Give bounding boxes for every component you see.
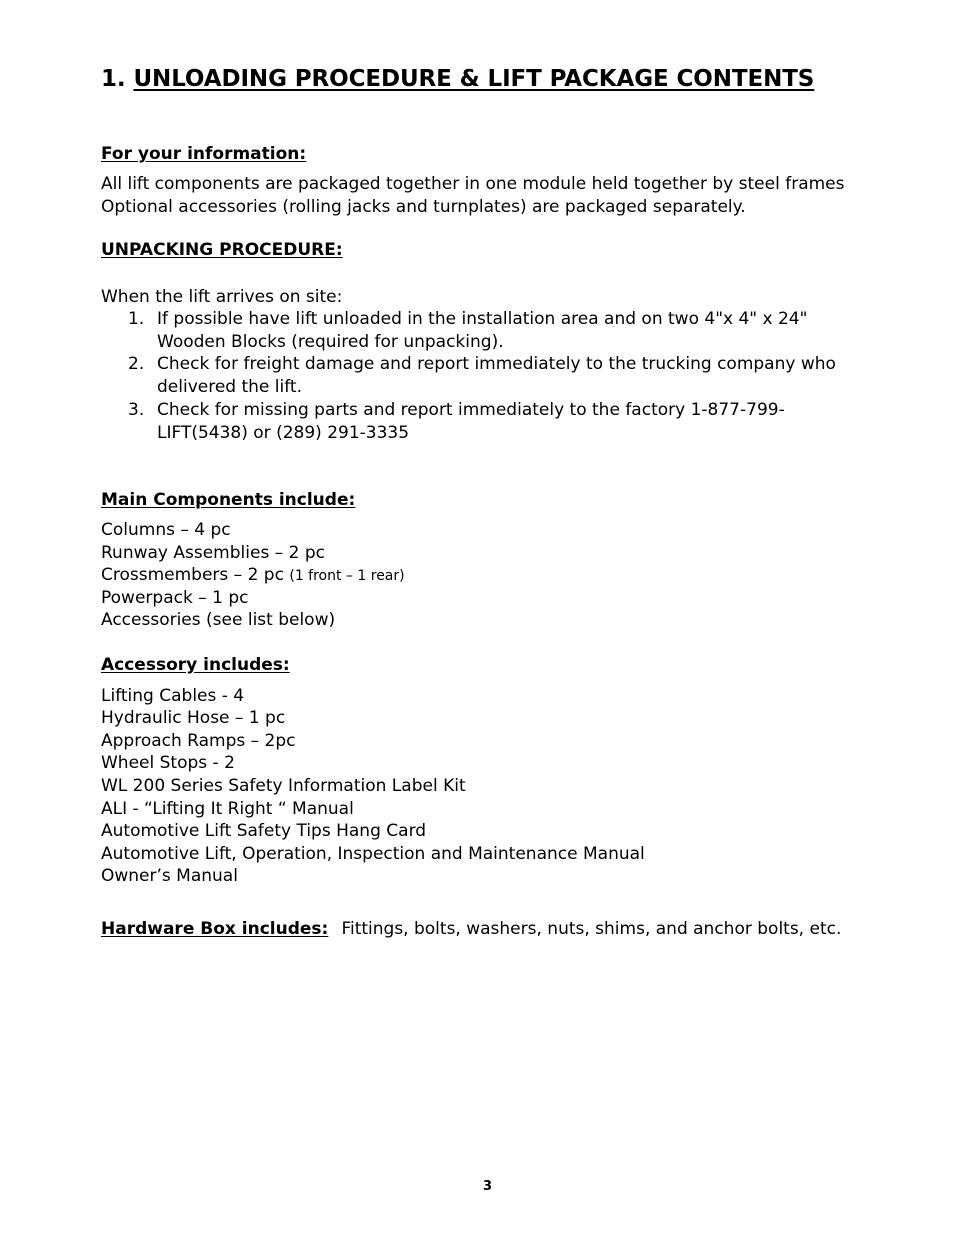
list-item: Automotive Lift, Operation, Inspection and Maintenance Manual [101, 844, 645, 864]
list-item: Automotive Lift Safety Tips Hang Card [101, 821, 427, 841]
component-text: Accessories (see list below) [101, 610, 336, 630]
info-heading: For your information: [101, 144, 307, 164]
step-text: Check for freight damage and report immediately to the trucking company who delivered the lift. [157, 354, 836, 397]
hardware-line [101, 918, 841, 941]
component-note: (1 front – 1 rear) [289, 568, 405, 584]
list-item: Lifting Cables - 4 [101, 686, 245, 706]
info-line: Optional accessories (rolling jacks and turnplates) are packaged separately. [101, 197, 746, 217]
list-item [101, 587, 248, 610]
component-text: Columns – 4 pc [101, 520, 231, 540]
component-text: Runway Assemblies – 2 pc [101, 543, 325, 563]
step-number: 3. [128, 400, 145, 420]
list-item: Owner’s Manual [101, 866, 238, 886]
hardware-heading: Hardware Box includes: [101, 919, 329, 939]
page-title [101, 66, 814, 92]
component-text: Crossmembers – 2 pc [101, 565, 290, 585]
step-text: Check for missing parts and report immediately to the factory 1-877-799-LIFT(5438) or (289) 291-3335 [157, 400, 785, 443]
section-number: 1. [101, 66, 126, 92]
step-number: 1. [128, 309, 145, 329]
list-item [101, 519, 231, 542]
page-number: 3 [482, 1179, 493, 1194]
list-item: Approach Ramps – 2pc [101, 731, 296, 751]
list-item: WL 200 Series Safety Information Label Kit [101, 776, 466, 796]
unpacking-heading: UNPACKING PROCEDURE: [101, 240, 343, 260]
list-item: Hydraulic Hose – 1 pc [101, 708, 286, 728]
list-item [101, 542, 325, 565]
hardware-text: Fittings, bolts, washers, nuts, shims, and anchor bolts, etc. [341, 919, 842, 939]
unpacking-intro: When the lift arrives on site: [101, 287, 343, 307]
info-line: All lift components are packaged together in one module held together by steel frames [101, 174, 845, 194]
step-text: If possible have lift unloaded in the installation area and on two 4"x 4" x 24" Wooden Blocks (required for unpacking). [157, 309, 808, 352]
step-number: 2. [128, 354, 145, 374]
list-item: ALI - “Lifting It Right “ Manual [101, 799, 354, 819]
list-item: Wheel Stops - 2 [101, 753, 235, 773]
component-text: Powerpack – 1 pc [101, 588, 249, 608]
list-item [101, 609, 335, 632]
list-item [101, 564, 405, 588]
main-components-heading: Main Components include: [101, 490, 356, 510]
accessories-heading: Accessory includes: [101, 655, 290, 675]
section-title: UNLOADING PROCEDURE & LIFT PACKAGE CONTENTS [133, 66, 815, 92]
